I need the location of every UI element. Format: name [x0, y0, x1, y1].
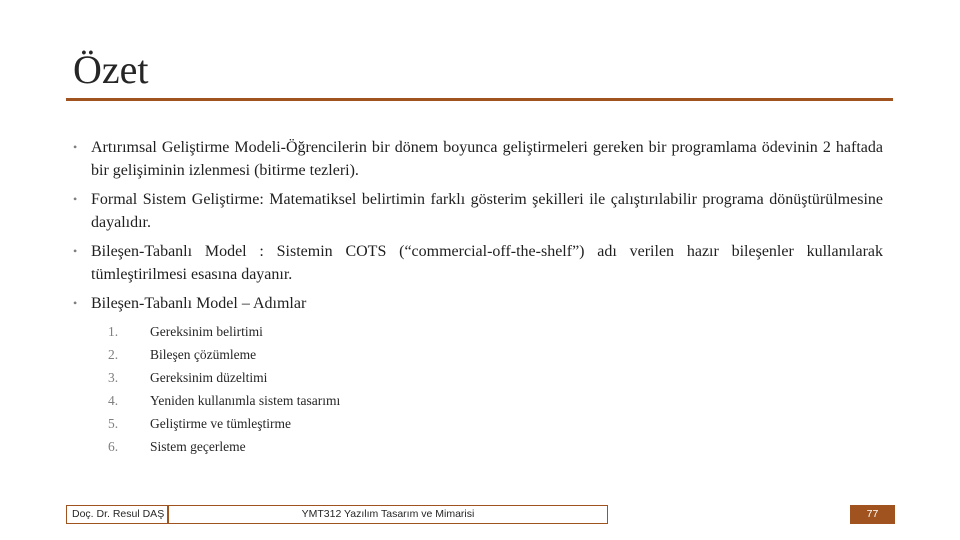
bullet-marker: • [73, 244, 78, 258]
step-text: Geliştirme ve tümleştirme [150, 416, 291, 431]
step-number: 1. [108, 324, 119, 339]
steps-list [108, 320, 508, 458]
step-number: 5. [108, 416, 119, 431]
bullet-list [73, 136, 883, 321]
step-text: Gereksinim belirtimi [150, 324, 263, 339]
bullet-item [73, 136, 883, 182]
bullet-marker: • [73, 192, 78, 206]
footer-course-title: YMT312 Yazılım Tasarım ve Mimarisi [168, 505, 608, 524]
bullet-text: Formal Sistem Geliştirme: Matematiksel belirtimin farklı gösterim şekilleri ile çalıştırılabilir programa dönüştürülmesine dayalıdır. [91, 191, 883, 231]
bullet-text: Bileşen-Tabanlı Model – Adımlar [91, 295, 307, 312]
step-item [108, 389, 508, 412]
step-text: Gereksinim düzeltimi [150, 370, 268, 385]
step-number: 2. [108, 347, 119, 362]
bullet-item [73, 188, 883, 234]
step-text: Sistem geçerleme [150, 439, 246, 454]
bullet-marker: • [73, 140, 78, 154]
step-number: 6. [108, 439, 119, 454]
step-number: 4. [108, 393, 119, 408]
bullet-marker: • [73, 296, 78, 310]
step-item [108, 412, 508, 435]
step-number: 3. [108, 370, 119, 385]
step-item [108, 320, 508, 343]
step-item [108, 435, 508, 458]
slide-title: Özet [73, 47, 149, 92]
step-item [108, 366, 508, 389]
bullet-text: Artırımsal Geliştirme Modeli-Öğrencilerin bir dönem boyunca geliştirmeleri gereken bir programlama ödevinin 2 haftada bir gelişiminin izlenmesi (bitirme tezleri). [91, 139, 883, 179]
bullet-text: Bileşen-Tabanlı Model : Sistemin COTS (“commercial-off-the-shelf”) adı verilen hazır bileşenler kullanılarak tümleştirilmesi esasına dayanır. [91, 243, 883, 283]
step-text: Yeniden kullanımla sistem tasarımı [150, 393, 341, 408]
title-divider [66, 98, 893, 101]
footer-author: Doç. Dr. Resul DAŞ [66, 505, 168, 524]
step-text: Bileşen çözümleme [150, 347, 257, 362]
step-item [108, 343, 508, 366]
footer-page-number: 77 [850, 505, 895, 524]
bullet-item [73, 240, 883, 286]
bullet-item [73, 292, 883, 315]
